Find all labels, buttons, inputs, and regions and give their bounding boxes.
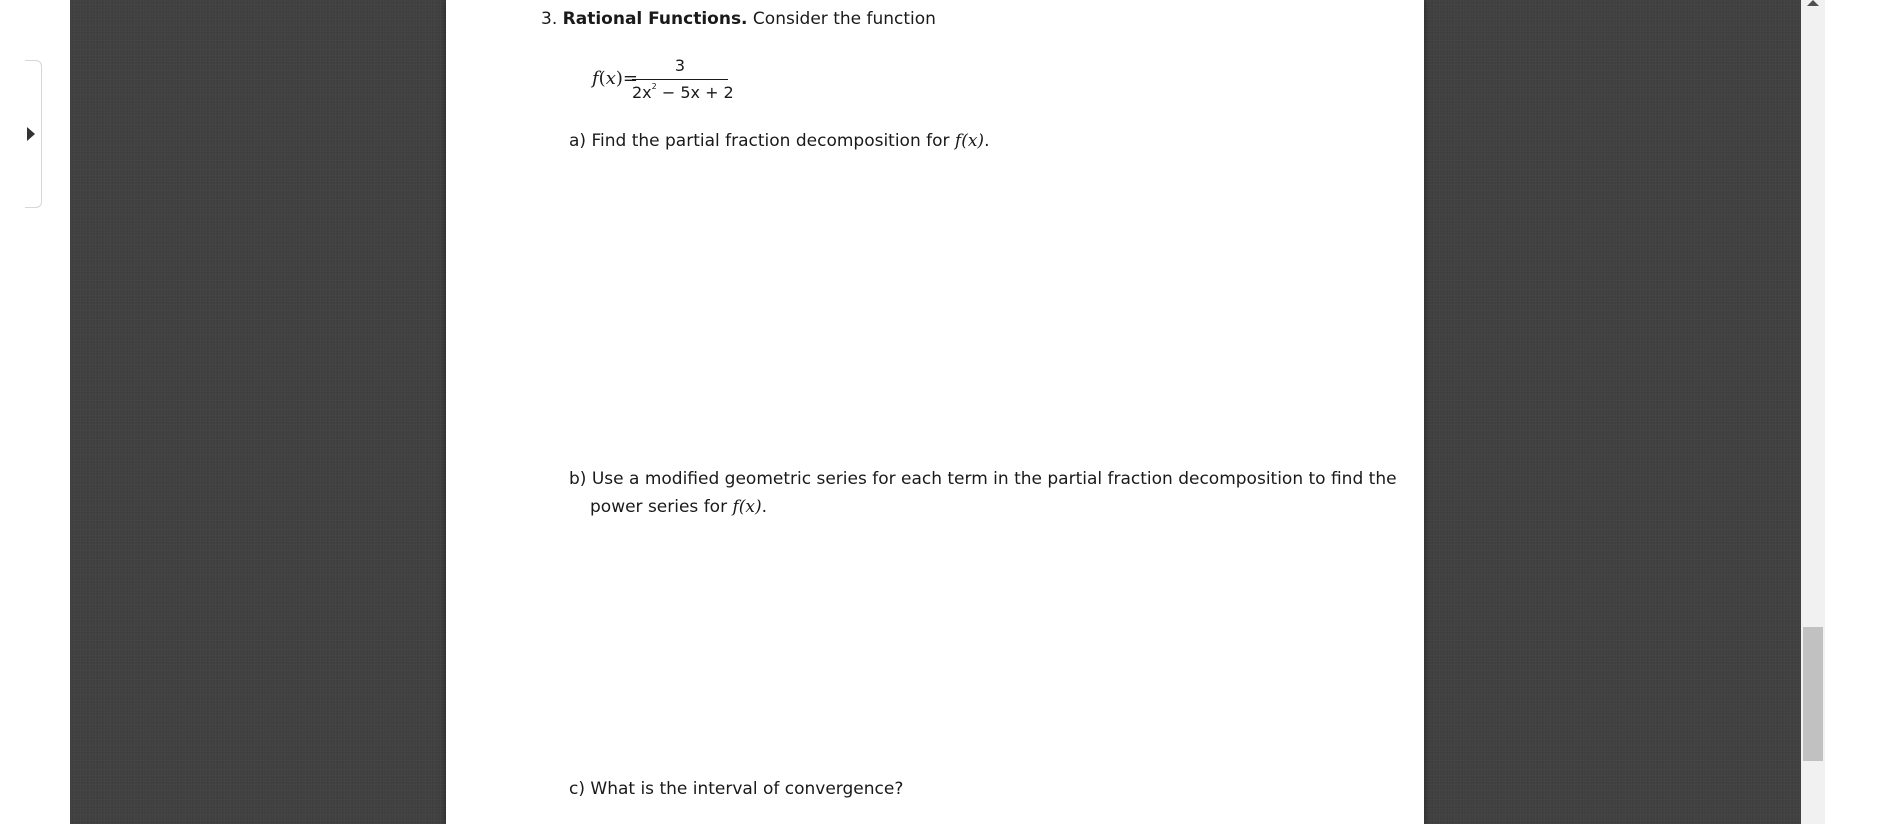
part-a-math: f(x) — [954, 131, 985, 151]
part-b-text-1: Use a modified geometric series for each term in the partial fraction decomposition to find the — [591, 469, 1397, 489]
part-b-line-1 — [569, 465, 1397, 493]
question-intro: Consider the function — [752, 9, 936, 29]
vertical-scrollbar[interactable] — [1801, 0, 1825, 824]
part-b-text-2: power series for — [590, 497, 728, 517]
open-paren: ( — [598, 68, 606, 89]
triangle-up-icon[interactable] — [1807, 0, 1819, 6]
part-c-text: What is the interval of convergence? — [590, 779, 904, 799]
function-equation — [592, 56, 792, 106]
part-a-label: a) — [569, 131, 587, 151]
document-page — [446, 0, 1424, 824]
part-b-math: f(x) — [732, 497, 762, 517]
scroll-thumb[interactable] — [1803, 627, 1823, 761]
fraction-numerator: 3 — [674, 56, 686, 75]
part-a — [569, 131, 989, 151]
function-name: f — [592, 68, 599, 89]
variable-x: x — [605, 68, 616, 89]
part-a-period: . — [984, 131, 990, 151]
denominator-rest: − 5x + 2 — [656, 83, 734, 102]
part-b-line-2 — [569, 493, 1397, 521]
close-paren: ) — [615, 68, 623, 89]
part-b — [569, 465, 1397, 521]
part-a-text: Find the partial fraction decomposition for — [591, 131, 950, 151]
exponent: 2 — [651, 82, 657, 91]
part-b-period: . — [761, 497, 768, 517]
question-heading — [541, 9, 936, 29]
equals-sign: = — [622, 68, 638, 89]
part-c-label: c) — [569, 779, 585, 799]
denominator-term-1: 2x — [632, 83, 652, 102]
sidebar-toggle-button[interactable] — [25, 60, 42, 208]
part-b-label: b) — [569, 469, 587, 489]
question-title: Rational Functions. — [562, 9, 748, 29]
part-c — [569, 779, 903, 799]
fraction-bar — [632, 79, 728, 80]
triangle-right-icon — [27, 127, 35, 141]
question-number: 3. — [541, 9, 558, 29]
fraction-denominator — [632, 82, 734, 102]
